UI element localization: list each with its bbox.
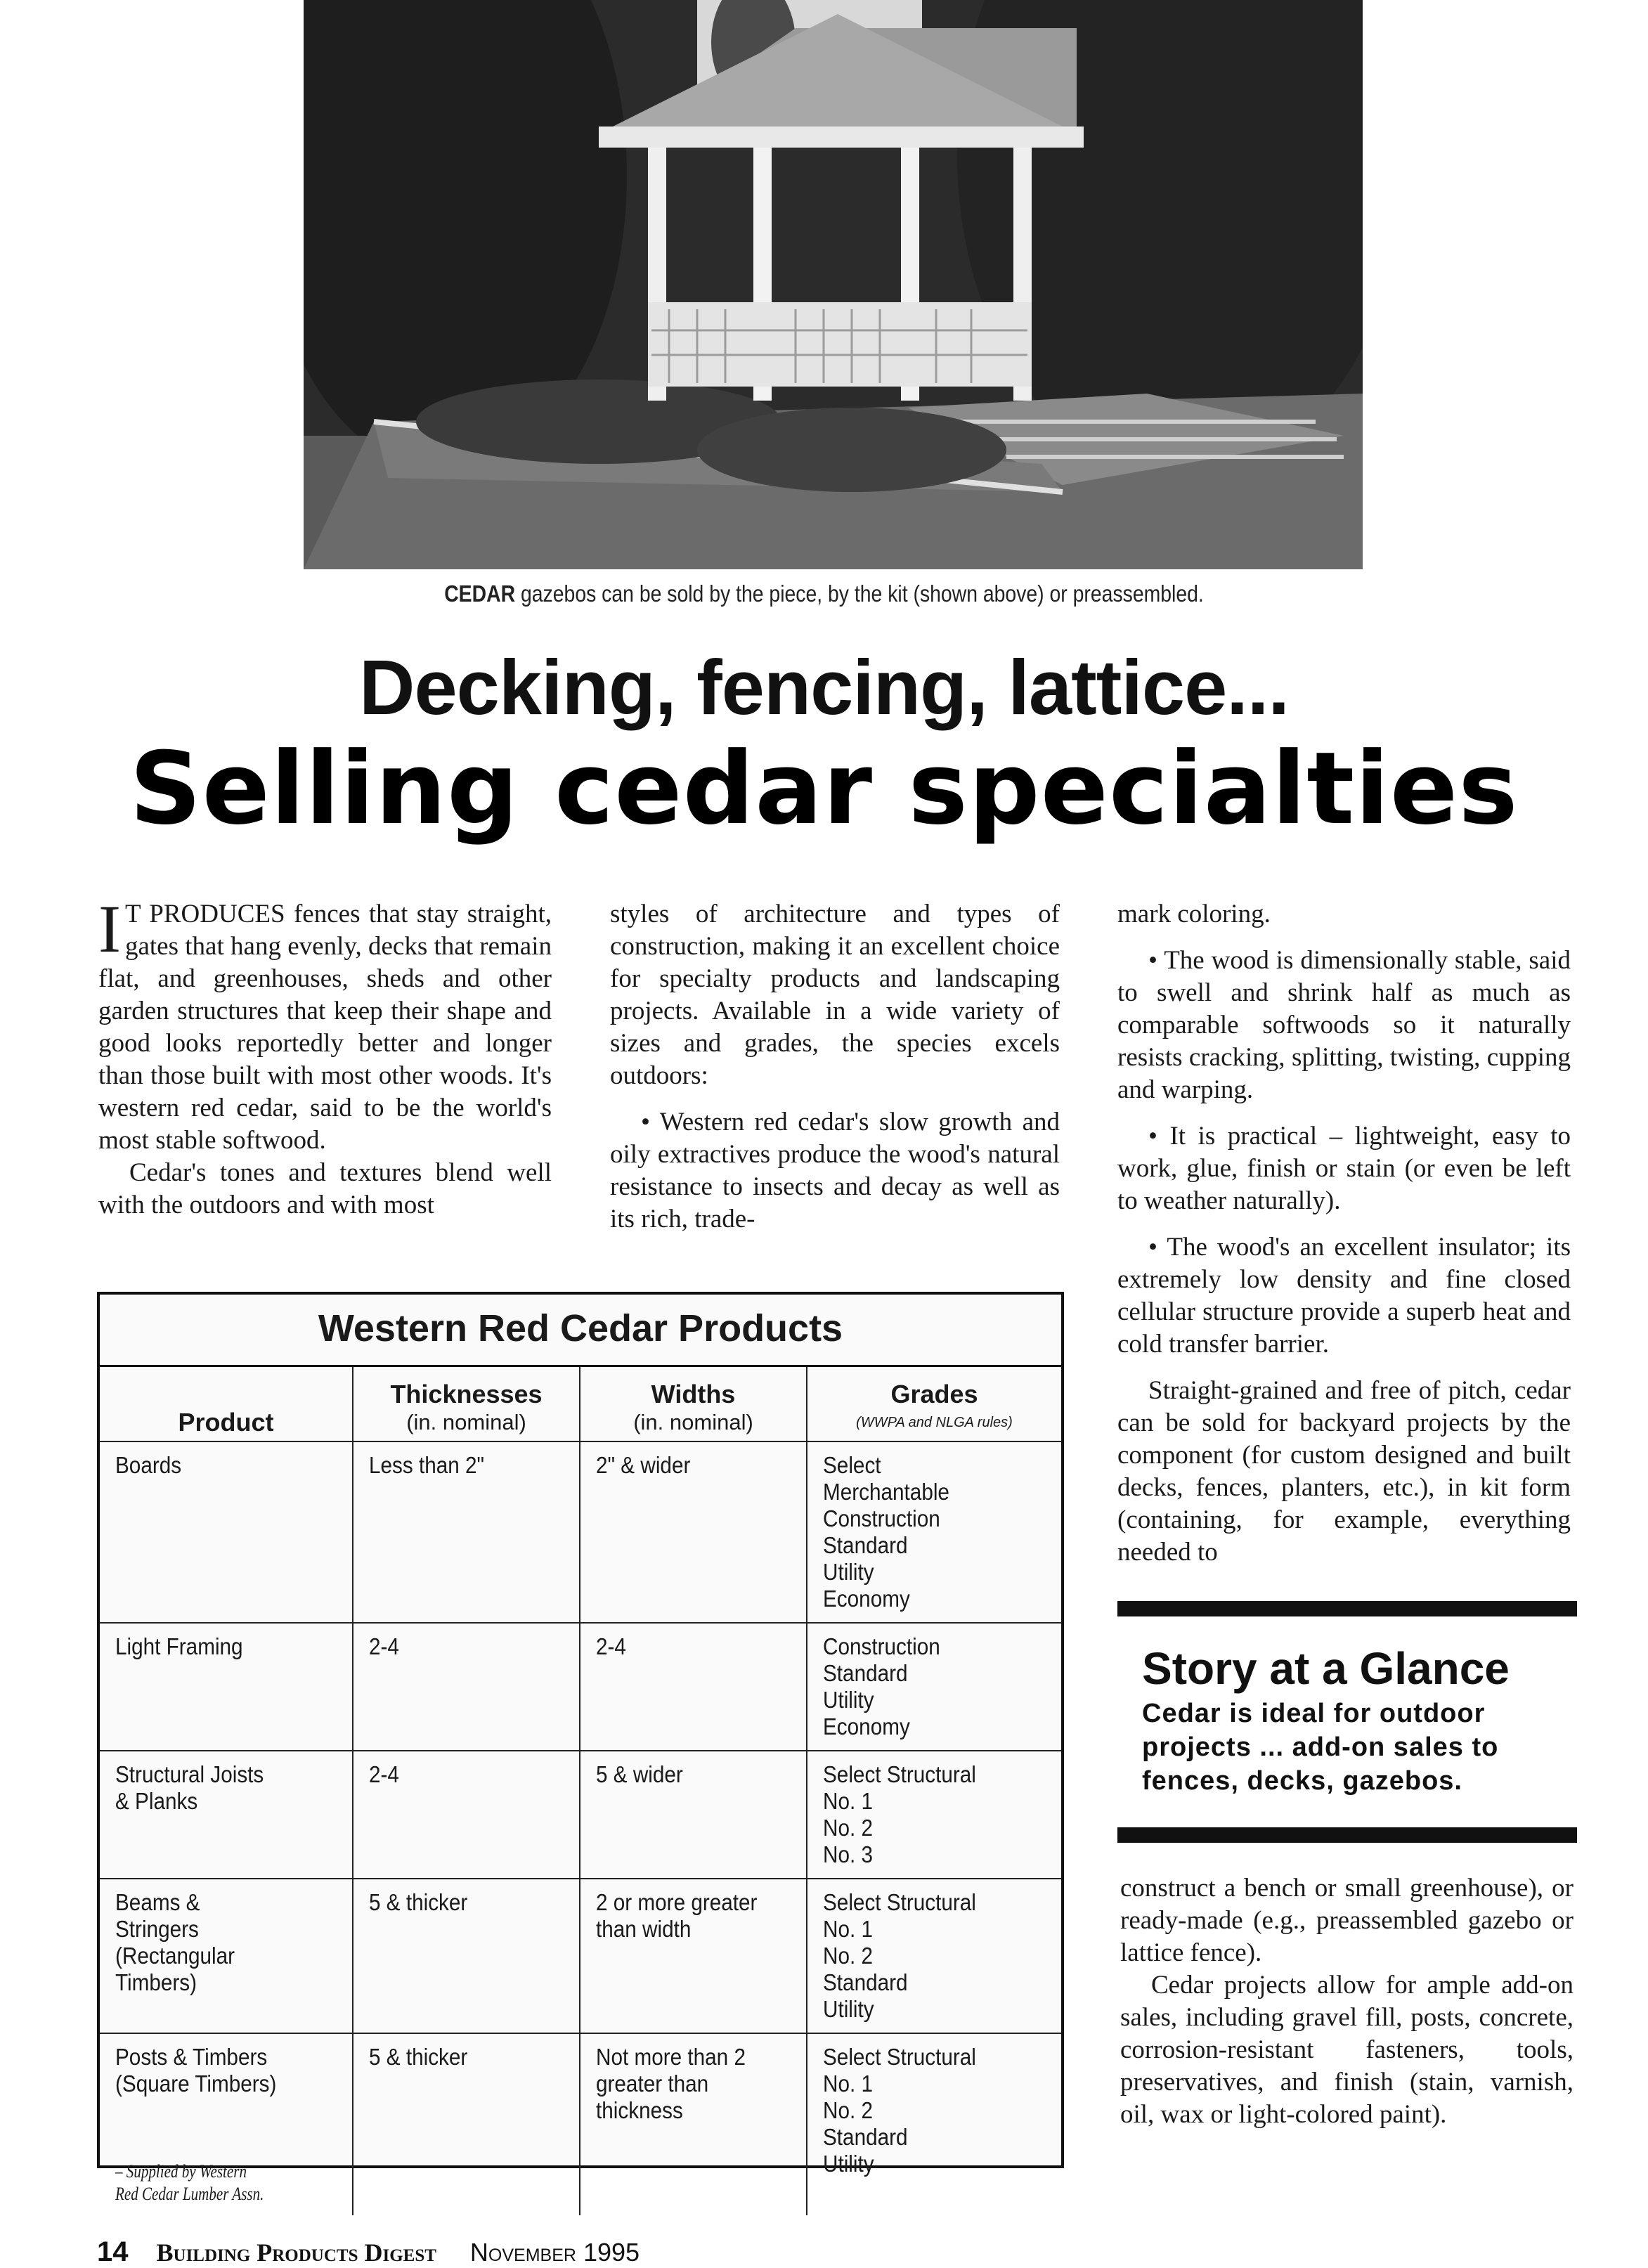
cell-thickness	[353, 1623, 580, 1751]
cell-grades-line: No. 1	[823, 1916, 873, 1942]
article-column-3-top	[1117, 898, 1571, 1569]
cell-grades-line: Select Structural	[823, 2044, 976, 2070]
cell-grades	[807, 2033, 1061, 2215]
article-column-3-bottom	[1120, 1872, 1574, 2131]
cell-product-line: (Square Timbers)	[115, 2071, 277, 2097]
cell-width-line: 5 & wider	[596, 1761, 683, 1787]
cell-product	[100, 1623, 353, 1751]
col3-para-4: • The wood's an excellent insulator; its extremely low density and fine closed cellular structure provide a superb heat and cold transfer barrier.	[1117, 1233, 1571, 1359]
cell-grades-line: Economy	[823, 1713, 910, 1739]
cell-grades-line: Select Structural	[823, 1761, 976, 1787]
table-row	[100, 1879, 1061, 2033]
header-product	[100, 1367, 353, 1441]
page-number: 14	[97, 2236, 129, 2267]
magazine-name: Building Products Digest	[156, 2238, 436, 2267]
col3-para-1: mark coloring.	[1117, 900, 1271, 928]
cell-product-line: & Planks	[115, 1788, 198, 1814]
cell-grades-line: Construction	[823, 1633, 940, 1659]
header-thicknesses-sub: (in. nominal)	[406, 1410, 526, 1434]
article-column-2	[610, 898, 1060, 1236]
col2-para-2: • Western red cedar's slow growth and oily extractives produce the wood's natural resistance to insects and decay as well as its rich, trade-	[610, 1108, 1060, 1233]
cell-width	[580, 1441, 807, 1623]
col3-para-2: • The wood is dimensionally stable, said to swell and shrink half as much as comparable softwoods so it naturally resists cracking, splitting, twisting, cupping and warping.	[1117, 946, 1571, 1104]
cell-width-line: 2-4	[596, 1633, 626, 1659]
cell-grades-line: No. 1	[823, 2071, 873, 2097]
cell-product	[100, 1441, 353, 1623]
issue-date: November 1995	[469, 2238, 640, 2267]
cell-grades-line: Standard	[823, 2124, 908, 2150]
glance-title: Story at a Glance	[1142, 1643, 1510, 1694]
cell-grades-line: Utility	[823, 2151, 874, 2177]
cell-grades-line: Standard	[823, 1969, 908, 1995]
caption-text: gazebos can be sold by the piece, by the kit (shown above) or preassembled.	[515, 581, 1204, 607]
cell-width-line: 2 or more greater	[596, 1889, 758, 1915]
cell-width-line: greater than	[596, 2071, 709, 2097]
header-grades-label: Grades	[890, 1380, 978, 1408]
cell-grades-line: Merchantable	[823, 1479, 949, 1505]
cell-grades-line: Standard	[823, 1532, 908, 1558]
col1-para-1-text: T PRODUCES fences that stay straight, gates that hang evenly, decks that remain flat, and greenhouses, sheds and other garden structures that keep their shape and good looks reportedly better and longer than those built with most other woods. It's western red cedar, said to be the world's most stable softwood.	[98, 900, 552, 1155]
col3-para-7: Cedar projects allow for ample add-on sales, including gravel fill, posts, concrete, corrosion-resistant fasteners, tools, preservatives, and finish (stain, varnish, oil, wax or light-colored paint).	[1120, 1971, 1574, 2129]
cell-grades-line: Economy	[823, 1586, 910, 1612]
cell-width-line: than width	[596, 1916, 692, 1942]
cell-width	[580, 1879, 807, 2033]
cell-width	[580, 1751, 807, 1879]
headline-kicker: Decking, fencing, lattice...	[359, 644, 1289, 731]
cell-grades-line: Utility	[823, 1687, 874, 1713]
cell-grades	[807, 1751, 1061, 1879]
drop-cap: I	[98, 891, 121, 966]
table-row	[100, 1441, 1061, 1623]
cell-grades-line: Utility	[823, 1996, 874, 2022]
col3-para-5: Straight-grained and free of pitch, cedar can be sold for backyard projects by the component (for custom designed and built decks, fences, planters, etc.), in kit form (containing, for example, everything needed to	[1117, 1376, 1571, 1567]
table-credit-line: – Supplied by Western	[115, 2161, 247, 2182]
cell-product-line: Beams &	[115, 1889, 200, 1915]
cell-grades-line: Select	[823, 1452, 881, 1478]
page-footer	[97, 2236, 640, 2268]
photo-caption	[115, 581, 1533, 607]
cell-grades-line: No. 1	[823, 1788, 873, 1814]
glance-rule-bottom	[1117, 1827, 1577, 1843]
glance-rule-top	[1117, 1601, 1577, 1616]
cell-grades-line: No. 2	[823, 2097, 873, 2123]
cell-grades-line: Select Structural	[823, 1889, 976, 1915]
products-table	[97, 1292, 1064, 2204]
cell-width	[580, 2033, 807, 2215]
col1-para-2: Cedar's tones and textures blend well with the outdoors and with most	[98, 1158, 552, 1219]
cell-thickness-line: 5 & thicker	[369, 2044, 468, 2070]
products-grid	[100, 1367, 1061, 2215]
cell-thickness	[353, 2033, 580, 2215]
table-row	[100, 2033, 1061, 2215]
header-product-label: Product	[178, 1408, 274, 1437]
cell-thickness-line: Less than 2"	[369, 1452, 485, 1478]
gazebo-photo	[304, 0, 1363, 569]
story-at-a-glance	[1142, 1643, 1578, 1798]
cell-grades	[807, 1623, 1061, 1751]
headline-title: Selling cedar specialties	[129, 731, 1519, 847]
col3-para-6: construct a bench or small greenhouse), or ready-made (e.g., preassembled gazebo or lattice fence).	[1120, 1874, 1574, 1967]
col3-para-3: • It is practical – lightweight, easy to work, glue, finish or stain (or even be left to weather naturally).	[1117, 1122, 1571, 1215]
cell-grades-line: Standard	[823, 1660, 908, 1686]
cell-thickness-line: 5 & thicker	[369, 1889, 468, 1915]
cell-product	[100, 1879, 353, 2033]
cell-thickness-line: 2-4	[369, 1633, 399, 1659]
cell-grades	[807, 1879, 1061, 2033]
header-grades	[807, 1367, 1061, 1441]
cell-grades-line: Construction	[823, 1505, 940, 1531]
cell-product	[100, 1751, 353, 1879]
table-row	[100, 1623, 1061, 1751]
table-row	[100, 1751, 1061, 1879]
article-column-1	[98, 891, 552, 1222]
cell-thickness	[353, 1879, 580, 2033]
cell-product-line: (Rectangular	[115, 1943, 235, 1969]
cell-product	[100, 2033, 353, 2215]
cell-product-line: Timbers)	[115, 1969, 197, 1995]
cell-thickness-line: 2-4	[369, 1761, 399, 1787]
col2-para-1: styles of architecture and types of construction, making it an excellent choice for specialty products and landscaping projects. Available in a wide variety of sizes and grades, the species excels outdoors:	[610, 900, 1060, 1090]
cell-thickness	[353, 1751, 580, 1879]
header-widths-label: Widths	[651, 1380, 736, 1408]
header-grades-sub: (WWPA and NLGA rules)	[856, 1415, 1013, 1430]
caption-lead: CEDAR	[444, 581, 516, 607]
cell-grades-line: No. 3	[823, 1841, 873, 1867]
cell-width-line: thickness	[596, 2097, 683, 2123]
header-thicknesses	[353, 1367, 580, 1441]
cell-thickness	[353, 1441, 580, 1623]
cell-product-line: Posts & Timbers	[115, 2044, 268, 2070]
cell-grades-line: No. 2	[823, 1815, 873, 1841]
header-widths	[580, 1367, 807, 1441]
header-thicknesses-label: Thicknesses	[390, 1380, 543, 1408]
table-credit	[115, 2160, 315, 2205]
table-credit-line: Red Cedar Lumber Assn.	[115, 2184, 264, 2204]
cell-width-line: Not more than 2	[596, 2044, 746, 2070]
cell-grades-line: No. 2	[823, 1943, 873, 1969]
cell-grades-line: Utility	[823, 1559, 874, 1585]
cell-product-line: Light Framing	[115, 1633, 243, 1659]
cell-product-line: Stringers	[115, 1916, 199, 1942]
cell-width	[580, 1623, 807, 1751]
cell-product-line: Boards	[115, 1452, 182, 1478]
cell-product-line: Structural Joists	[115, 1761, 264, 1787]
table-header-row	[100, 1367, 1061, 1441]
header-widths-sub: (in. nominal)	[633, 1410, 753, 1434]
table-title: Western Red Cedar Products	[100, 1295, 1061, 1367]
col1-para-1	[98, 891, 552, 1157]
cell-width-line: 2" & wider	[596, 1452, 691, 1478]
glance-text: Cedar is ideal for outdoor projects ... add-on sales to fences, decks, gazebos.	[1142, 1699, 1499, 1796]
cell-grades	[807, 1441, 1061, 1623]
